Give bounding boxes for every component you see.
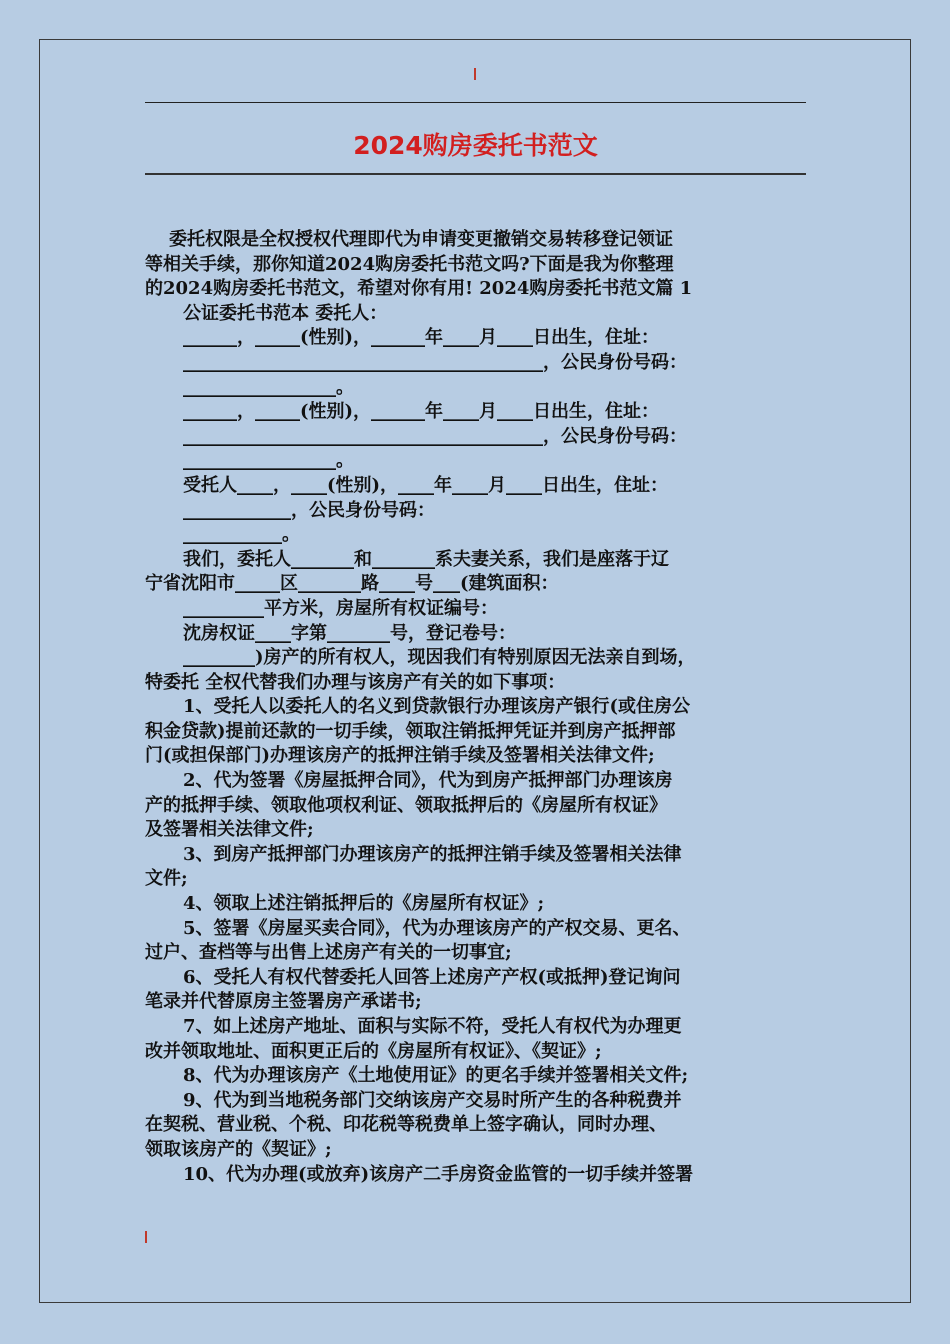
body-line: ______，_____(性别)，______年____月____日出生，住址： <box>183 327 660 349</box>
body-line: ____________，公民身份号码： <box>183 499 435 521</box>
body-line: 宁省沈阳市_____区_______路____号___(建筑面积： <box>145 573 559 595</box>
body-line: 特委托 全权代替我们办理与该房产有关的如下事项： <box>145 671 566 693</box>
body-line: ______，_____(性别)，______年____月____日出生，住址： <box>183 401 660 423</box>
body-line: 及签署相关法律文件; <box>145 819 314 841</box>
body-line: 的2024购房委托书范文，希望对你有用! 2024购房委托书范文篇 1 <box>145 278 693 300</box>
document-title: 2024购房委托书范文 <box>353 131 598 160</box>
body-line: 5、签署《房屋买卖合同》，代为办理该房产的产权交易、更名、 <box>183 917 691 939</box>
body-line: 8、代为办理该房产《土地使用证》的更名手续并签署相关文件; <box>183 1065 689 1087</box>
footer-marker <box>145 1231 147 1243</box>
body-line: 1、受托人以委托人的名义到贷款银行办理该房产银行(或住房公 <box>183 696 691 718</box>
body-line: 我们，委托人_______和_______系夫妻关系，我们是座落于辽 <box>183 548 669 570</box>
body-line: 7、如上述房产地址、面积与实际不符，受托人有权代为办理更 <box>183 1016 682 1037</box>
body-line: _________________。 <box>183 450 354 472</box>
body-line: 过户、查档等与出售上述房产有关的一切事宜; <box>145 942 512 964</box>
body-line: 3、到房产抵押部门办理该房产的抵押注销手续及签署相关法律 <box>183 843 682 865</box>
body-line: ___________。 <box>183 524 300 546</box>
body-line: 门(或担保部门)办理该房产的抵押注销手续及签署相关法律文件; <box>145 745 655 767</box>
body-line: 文件; <box>145 868 188 890</box>
body-line: 沈房权证____字第_______号，登记卷号： <box>183 622 516 644</box>
body-line: 2、代为签署《房屋抵押合同》，代为到房产抵押部门办理该房 <box>183 770 673 792</box>
body-line: 等相关手续，那你知道2024购房委托书范文吗?下面是我为你整理 <box>145 253 674 275</box>
header-marker <box>474 68 476 80</box>
body-line: 改并领取地址、面积更正后的《房屋所有权证》、《契证》; <box>145 1040 602 1062</box>
body-line: 4、领取上述注销抵押后的《房屋所有权证》; <box>183 893 545 915</box>
body-line: 积金贷款)提前还款的一切手续，领取注销抵押凭证并到房产抵押部 <box>145 720 676 742</box>
body-line: 受托人____，____(性别)，____年____月____日出生，住址： <box>183 474 669 496</box>
body-line: 委托权限是全权授权代理即代为申请变更撤销交易转移登记领证 <box>169 229 673 250</box>
title-rule <box>145 173 806 175</box>
document-body <box>145 228 806 1187</box>
body-line: 在契税、营业税、个税、印花税等税费单上签字确认，同时办理、 <box>145 1114 667 1136</box>
body-line: 笔录并代替原房主签署房产承诺书; <box>145 991 422 1013</box>
body-line: 领取该房产的《契证》; <box>145 1138 332 1160</box>
body-line: 产的抵押手续、领取他项权利证、领取抵押后的《房屋所有权证》 <box>145 794 667 816</box>
body-line: 6、受托人有权代替委托人回答上述房产产权(或抵押)登记询问 <box>183 966 681 988</box>
body-line: 公证委托书范本 委托人： <box>183 302 388 324</box>
body-line: ________________________________________，公民身份号码： <box>183 425 687 447</box>
body-line: _________平方米，房屋所有权证编号： <box>183 597 498 619</box>
body-line: _________________。 <box>183 376 354 398</box>
header-rule <box>145 102 806 103</box>
body-line: 10、代为办理(或放弃)该房产二手房资金监管的一切手续并签署 <box>183 1163 694 1185</box>
body-line: ________________________________________，公民身份号码： <box>183 351 687 373</box>
body-line: ________)房产的所有权人，现因我们有特别原因无法亲自到场， <box>183 647 696 669</box>
body-line: 9、代为到当地税务部门交纳该房产交易时所产生的各种税费并 <box>183 1089 682 1111</box>
